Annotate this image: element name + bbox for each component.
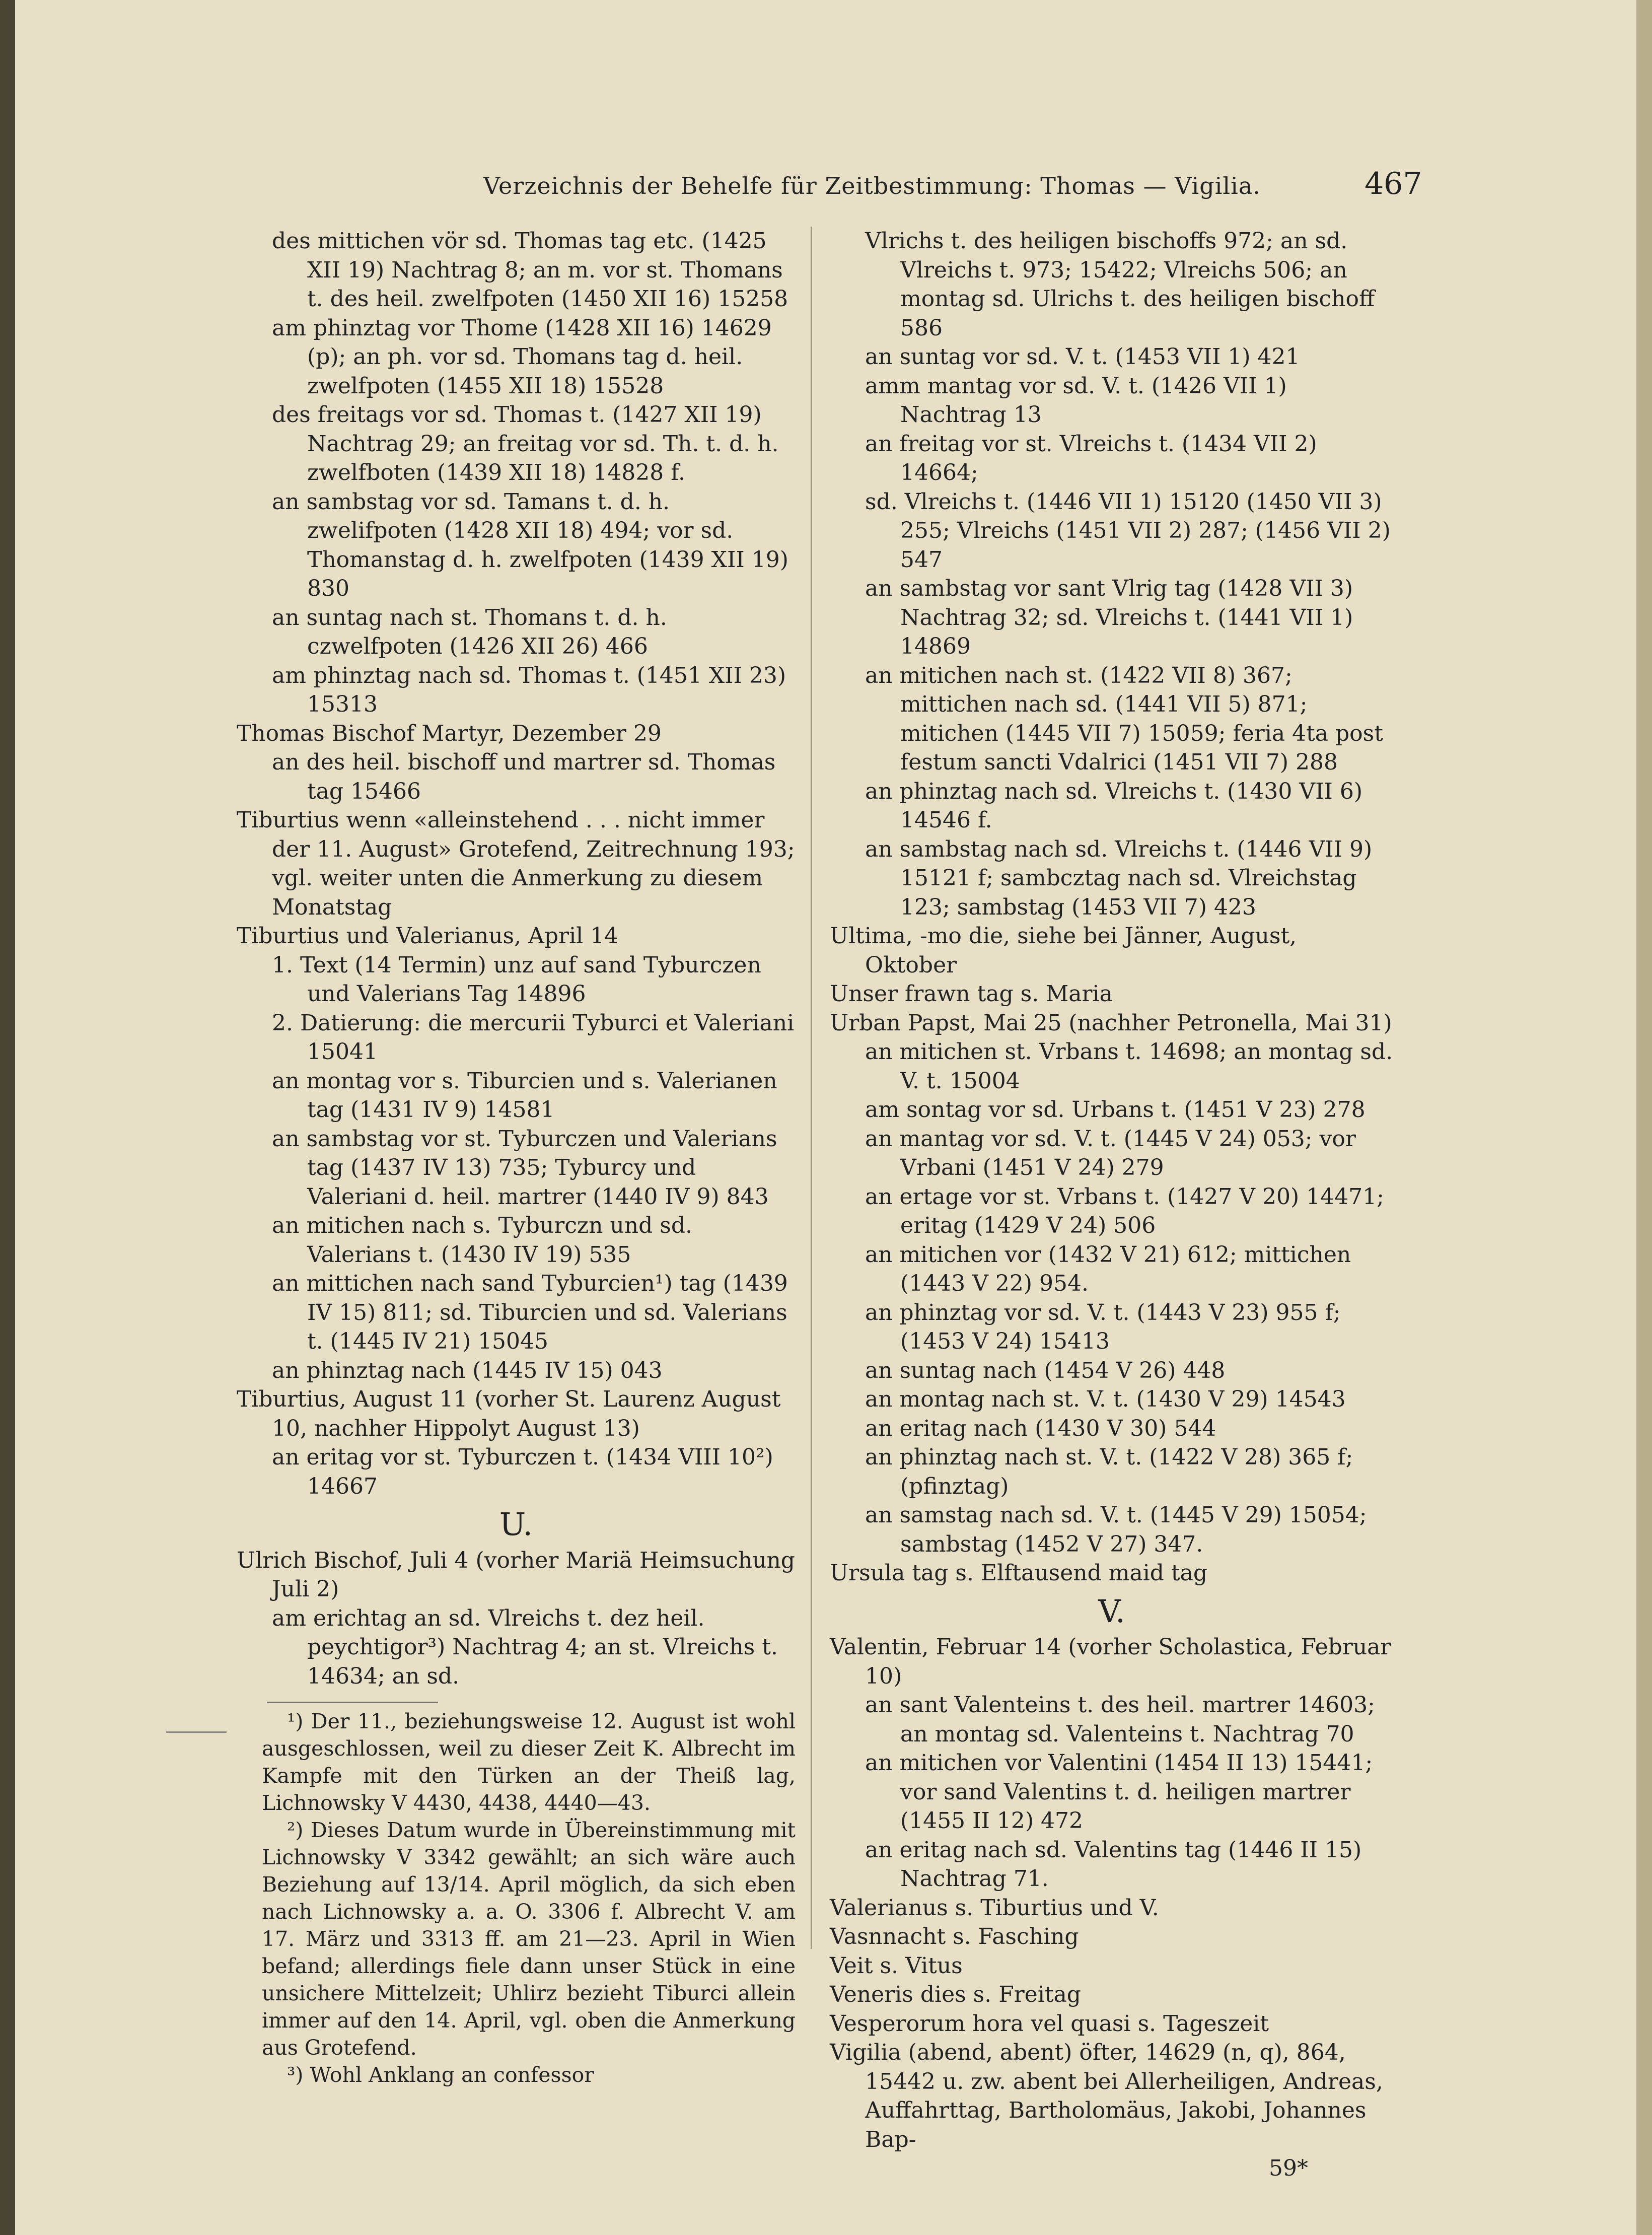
index-subentry: an mitichen nach st. (1422 VII 8) 367; mittichen nach sd. (1441 VII 5) 871; mitichen (1445 VII 7) 15059; feria 4ta post festum sancti Vdalrici (1451 VII 7) 288 — [865, 662, 1383, 775]
sheet-signature: 59* — [1269, 2155, 1308, 2181]
page-edge — [1636, 0, 1652, 2235]
right-column — [830, 227, 1394, 2183]
index-subentry: an suntag vor sd. V. t. (1453 VII 1) 421 — [865, 344, 1300, 370]
page-gutter-shadow — [0, 0, 15, 2235]
index-subentry: an mitichen st. Vrbans t. 14698; an montag sd. V. t. 15004 — [865, 1039, 1393, 1094]
index-subentry: an sambstag vor sd. Tamans t. d. h. zwelifpoten (1428 XII 18) 494; vor sd. Thomanstag d. h. zwelfpoten (1439 XII 19) 830 — [272, 488, 788, 601]
index-subentry: am sontag vor sd. Urbans t. (1451 V 23) 278 — [865, 1097, 1366, 1123]
index-entry: Valentin, Februar 14 (vorher Scholastica, Februar 10) — [830, 1634, 1391, 1689]
index-subentry: an suntag nach st. Thomans t. d. h. czwelfpoten (1426 XII 26) 466 — [272, 604, 667, 659]
index-subentry: an eritag nach (1430 V 30) 544 — [865, 1415, 1216, 1441]
index-subentry: am phinztag nach sd. Thomas t. (1451 XII 23) 15313 — [272, 662, 786, 717]
right-entries — [830, 227, 1394, 2154]
footnote: ¹) Der 11., beziehungsweise 12. August ist wohl ausgeschlossen, weil zu dieser Zeit K. Albrecht im Kampfe mit den Türken an der Theiß lag, Lichnowsky V 4430, 4438, 4440—43. — [262, 1709, 796, 1815]
section-letter: V. — [1098, 1592, 1125, 1630]
page-number: 467 — [1364, 166, 1422, 201]
footnotes — [237, 1708, 796, 2088]
index-subentry: an mitichen nach s. Tyburczn und sd. Valerians t. (1430 IV 19) 535 — [272, 1213, 692, 1268]
index-subentry: an sambstag vor st. Tyburczen und Valerians tag (1437 IV 13) 735; Tyburcy und Valeriani d. heil. martrer (1440 IV 9) 843 — [272, 1126, 777, 1210]
index-entry: Thomas Bischof Martyr, Dezember 29 — [237, 720, 662, 746]
index-subentry: 2. Datierung: die mercurii Tyburci et Valeriani 15041 — [272, 1010, 795, 1065]
index-subentry: des freitags vor sd. Thomas t. (1427 XII 19) Nachtrag 29; an freitag vor sd. Th. t. d. h. zwelfboten (1439 XII 18) 14828 f. — [272, 402, 779, 485]
index-subentry: an ertage vor st. Vrbans t. (1427 V 20) 14471; eritag (1429 V 24) 506 — [865, 1183, 1384, 1238]
index-entry: Vesperorum hora vel quasi s. Tageszeit — [830, 2010, 1269, 2037]
running-header: Verzeichnis der Behelfe für Zeitbestimmung: Thomas — Vigilia. — [483, 172, 1261, 199]
index-entry: Ultima, -mo die, siehe bei Jänner, August, Oktober — [830, 923, 1297, 978]
column-divider — [811, 227, 812, 1949]
index-entry: Urban Papst, Mai 25 (nachher Petronella, Mai 31) — [830, 1010, 1392, 1036]
footnote: ²) Dieses Datum wurde in Übereinstimmung mit Lichnowsky V 3342 gewählt; an sich wäre auch Beziehung auf 13/14. April möglich, da sich eben nach Lichnowsky a. a. O. 3306 f. Albrecht V. am 17. März und 3313 ff. am 21—23. April in Wien befand; allerdings fiele dann unser Stück in eine unsichere Mittelzeit; Uhlirz bezieht Tiburci allein immer auf den 14. April, vgl. oben die Anmerkung aus Grotefend. — [262, 1818, 796, 2060]
index-subentry: an freitag vor st. Vlreichs t. (1434 VII 2) 14664; — [865, 431, 1317, 485]
index-subentry: sd. Vlreichs t. (1446 VII 1) 15120 (1450 VII 3) 255; Vlreichs (1451 VII 2) 287; (1456 VII 2) 547 — [865, 488, 1391, 573]
index-entry: Unser frawn tag s. Maria — [830, 981, 1113, 1007]
index-entry: Tiburtius wenn «alleinstehend . . . nicht immer der 11. August» Grotefend, Zeitrechnung 193; vgl. weiter unten die Anmerkung zu diesem Monatstag — [237, 807, 795, 920]
index-subentry: an sant Valenteins t. des heil. martrer 14603; an montag sd. Valenteins t. Nachtrag 70 — [865, 1692, 1375, 1747]
section-letter: U. — [499, 1506, 533, 1543]
index-continuation: Vlrichs t. des heiligen bischoffs 972; an sd. Vlreichs t. 973; 15422; Vlreichs 506; an montag sd. Ulrichs t. des heiligen bischoff 586 — [865, 228, 1375, 341]
index-subentry: an mitichen vor (1432 V 21) 612; mittichen (1443 V 22) 954. — [865, 1241, 1351, 1296]
index-subentry: am erichtag an sd. Vlreichs t. dez heil. peychtigor³) Nachtrag 4; an st. Vlreichs t. 14634; an sd. — [272, 1605, 778, 1689]
index-entry: Ulrich Bischof, Juli 4 (vorher Mariä Heimsuchung Juli 2) — [237, 1547, 795, 1602]
footnote: ³) Wohl Anklang an confessor — [287, 2063, 594, 2087]
index-entry: Veit s. Vitus — [830, 1952, 963, 1979]
index-subentry: an montag nach st. V. t. (1430 V 29) 14543 — [865, 1386, 1346, 1412]
index-continuation: des mittichen vör sd. Thomas tag etc. (1425 XII 19) Nachtrag 8; an m. vor st. Thomans t. des heil. zwelfpoten (1450 XII 16) 15258 — [272, 228, 788, 312]
index-subentry: an samstag nach sd. V. t. (1445 V 29) 15054; sambstag (1452 V 27) 347. — [865, 1502, 1367, 1557]
left-entries — [237, 227, 796, 1691]
index-subentry: an eritag nach sd. Valentins tag (1446 II 15) Nachtrag 71. — [865, 1837, 1362, 1892]
index-subentry: an eritag vor st. Tyburczen t. (1434 VIII 10²) 14667 — [272, 1444, 773, 1499]
index-entry: Vasnnacht s. Fasching — [830, 1924, 1079, 1949]
index-subentry: an phinztag nach sd. Vlreichs t. (1430 VII 6) 14546 f. — [865, 778, 1362, 833]
index-entry: Veneris dies s. Freitag — [830, 1982, 1081, 2007]
index-subentry: an mitichen vor Valentini (1454 II 13) 15441; vor sand Valentins t. d. heiligen martrer (1455 II 12) 472 — [865, 1750, 1373, 1834]
index-subentry: 1. Text (14 Termin) unz auf sand Tyburczen und Valerians Tag 14896 — [272, 952, 761, 1007]
index-subentry: amm mantag vor sd. V. t. (1426 VII 1) Nachtrag 13 — [865, 373, 1287, 428]
index-subentry: an mantag vor sd. V. t. (1445 V 24) 053; vor Vrbani (1451 V 24) 279 — [865, 1126, 1356, 1180]
index-entry: Tiburtius, August 11 (vorher St. Laurenz August 10, nachher Hippolyt August 13) — [237, 1386, 781, 1441]
index-subentry: an montag vor s. Tiburcien und s. Valerianen tag (1431 IV 9) 14581 — [272, 1068, 777, 1123]
index-subentry: an sambstag vor sant Vlrig tag (1428 VII 3) Nachtrag 32; sd. Vlreichs t. (1441 VII 1) 14869 — [865, 576, 1353, 659]
index-subentry: an phinztag nach (1445 IV 15) 043 — [272, 1357, 663, 1383]
index-subentry: an des heil. bischoff und martrer sd. Thomas tag 15466 — [272, 749, 776, 804]
index-subentry: an phinztag vor sd. V. t. (1443 V 23) 955 f; (1453 V 24) 15413 — [865, 1299, 1341, 1354]
index-subentry: am phinztag vor Thome (1428 XII 16) 14629 (p); an ph. vor sd. Thomans tag d. heil. zwelfpoten (1455 XII 18) 15528 — [272, 315, 772, 399]
index-entry: Tiburtius und Valerianus, April 14 — [237, 923, 619, 949]
footnote-rule — [267, 1702, 438, 1703]
index-entry: Vigilia (abend, abent) öfter, 14629 (n, q), 864, 15442 u. zw. abent bei Allerheiligen, Andreas, Auffahrttag, Bartholomäus, Jakobi, Johannes Bap- — [830, 2040, 1383, 2152]
index-entry: Valerianus s. Tiburtius und V. — [830, 1895, 1159, 1921]
index-subentry: an sambstag nach sd. Vlreichs t. (1446 VII 9) 15121 f; sambcztag nach sd. Vlreichstag 123; sambstag (1453 VII 7) 423 — [865, 836, 1373, 920]
index-entry: Ursula tag s. Elftausend maid tag — [830, 1560, 1208, 1586]
index-subentry: an phinztag nach st. V. t. (1422 V 28) 365 f; (pfinztag) — [865, 1444, 1353, 1499]
left-column — [237, 227, 796, 2088]
margin-mark — [166, 1731, 227, 1733]
index-subentry: an mittichen nach sand Tyburcien¹) tag (1439 IV 15) 811; sd. Tiburcien und sd. Valerians t. (1445 IV 21) 15045 — [272, 1271, 788, 1354]
index-subentry: an suntag nach (1454 V 26) 448 — [865, 1357, 1226, 1383]
